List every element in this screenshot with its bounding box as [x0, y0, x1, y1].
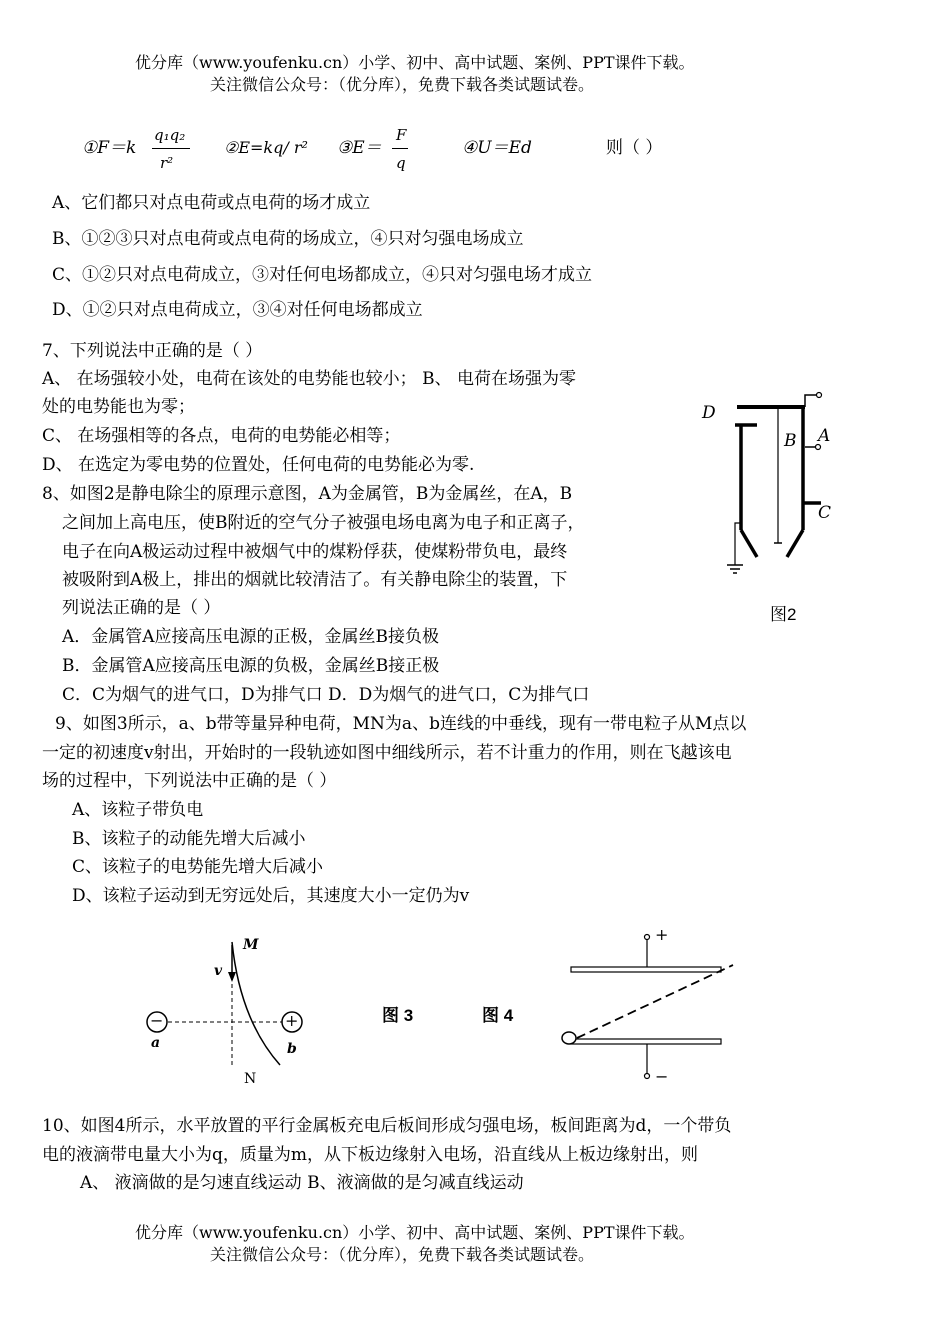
q8-line-3: 电子在向A极运动过程中被烟气中的煤粉俘获，使煤粉带负电，最终: [62, 542, 568, 562]
q7-option-a-line-2: 处的电势能也为零；: [42, 397, 195, 417]
q9-option-a: A、该粒子带负电: [72, 800, 204, 820]
q6-option-a: A、它们都只对点电荷或点电荷的场才成立: [52, 193, 371, 213]
q7-stem: 7、下列说法中正确的是（ ）: [42, 341, 263, 361]
footer-line-2: 关注微信公众号：（优分库），免费下载各类试题试卷。: [210, 1245, 595, 1264]
formula-1-denominator: r²: [160, 154, 174, 172]
q8-option-cd: C．C为烟气的进气口，D为排气口 D．D为烟气的进气口，C为排气口: [62, 685, 590, 705]
figure-3-label-m: M: [243, 937, 259, 953]
figure-3-label-a: a: [151, 1035, 161, 1051]
terminal-top: [817, 393, 822, 398]
q6-option-b: B、①②③只对点电荷或点电荷的场成立，④只对匀强电场成立: [52, 229, 524, 249]
figure-2-label-c: C: [818, 503, 832, 523]
figure-2-label-a: A: [818, 426, 831, 446]
q9-line-2: 一定的初速度v射出，开始时的一段轨迹如图中细线所示，若不计重力的作用，则在飞越该电: [42, 743, 732, 763]
figure-3-minus-sign: −: [150, 1011, 164, 1030]
q9-option-d: D、该粒子运动到无穷远处后，其速度大小一定仍为v: [72, 886, 470, 906]
q8-option-a: A．金属管A应接高压电源的正极，金属丝B接负极: [62, 627, 440, 647]
q9-option-b: B、该粒子的动能先增大后减小: [72, 829, 306, 849]
q10-line-1: 10、如图4所示，水平放置的平行金属板充电后板间形成匀强电场，板间距离为d，一个带负: [42, 1116, 732, 1136]
q8-option-b: B．金属管A应接高压电源的负极，金属丝B接正极: [62, 656, 440, 676]
q6-option-d: D、①②只对点电荷成立，③④对任何电场都成立: [52, 300, 423, 320]
upper-plate: [571, 967, 721, 972]
q8-line-2: 之间加上高电压，使B附近的空气分子被强电场电离为电子和正离子，: [62, 513, 585, 533]
q8-line-4: 被吸附到A极上，排出的烟就比较清洁了。有关静电除尘的装置，下: [62, 570, 568, 590]
particle-trajectory: [232, 942, 280, 1065]
figure-4-plus-sign: +: [655, 925, 669, 944]
formula-3-denominator: q: [396, 154, 406, 172]
formula-3-label: ③E＝: [337, 138, 382, 158]
figure-2-label-d: D: [702, 403, 716, 423]
formula-1-label: ①F＝k: [82, 138, 137, 158]
header-line-1: 优分库（www.youfenku.cn）小学、初中、高中试题、案例、PPT课件下载。: [135, 53, 695, 72]
liquid-droplet: [562, 1032, 576, 1044]
figure-3-label-v: v: [214, 963, 223, 979]
q8-line-5: 列说法正确的是（ ）: [62, 598, 221, 618]
figure-3-label-n: N: [244, 1071, 257, 1087]
q7-option-c: C、 在场强相等的各点，电荷的电势能必相等；: [42, 426, 401, 446]
q6-answer-paren: 则（ ）: [606, 138, 663, 158]
formula-3-fraction-bar: [392, 148, 408, 149]
lower-plate: [571, 1039, 721, 1044]
figure-2-label-b: B: [784, 431, 797, 451]
figure-3-label-b: b: [287, 1041, 297, 1057]
figure-4-caption: 图 4: [482, 1006, 514, 1025]
figure-3-caption: 图 3: [382, 1006, 414, 1025]
q9-option-c: C、该粒子的电势能先增大后减小: [72, 857, 324, 877]
droplet-path: [577, 965, 733, 1038]
formula-1-fraction-bar: [152, 148, 190, 149]
figure-4-parallel-plates: [555, 925, 745, 1085]
formula-2: ②E=kq/ r²: [224, 138, 308, 157]
q7-option-a-line-1: A、 在场强较小处，电荷在该处的电势能也较小； B、 电荷在场强为零: [42, 369, 576, 389]
q9-line-1: 9、如图3所示，a、b带等量异种电荷，MN为a、b连线的中垂线，现有一带电粒子从M点以: [55, 714, 747, 734]
formula-1-numerator: q₁q₂: [154, 126, 186, 144]
figure-3-plus-sign: +: [285, 1011, 299, 1030]
q10-options: A、 液滴做的是匀速直线运动 B、液滴做的是匀减直线运动: [80, 1173, 524, 1193]
figure-2-caption: 图2: [770, 605, 797, 624]
figure-4-minus-sign: −: [655, 1067, 669, 1086]
q7-option-d: D、 在选定为零电势的位置处，任何电荷的电势能必为零.: [42, 455, 475, 475]
q10-line-2: 电的液滴带电量大小为q，质量为m，从下板边缘射入电场，沿直线从上板边缘射出，则: [42, 1145, 699, 1165]
header-line-2: 关注微信公众号：（优分库），免费下载各类试题试卷。: [210, 75, 595, 94]
footer-line-1: 优分库（www.youfenku.cn）小学、初中、高中试题、案例、PPT课件下载。: [135, 1223, 695, 1242]
q8-line-1: 8、如图2是静电除尘的原理示意图，A为金属管，B为金属丝，在A，B: [42, 484, 573, 504]
formula-3-numerator: F: [396, 126, 407, 144]
q6-option-c: C、①②只对点电荷成立，③对任何电场都成立，④只对匀强电场才成立: [52, 265, 593, 285]
formula-4: ④U＝Ed: [462, 138, 532, 158]
q9-line-3: 场的过程中，下列说法中正确的是（ ）: [42, 771, 337, 791]
